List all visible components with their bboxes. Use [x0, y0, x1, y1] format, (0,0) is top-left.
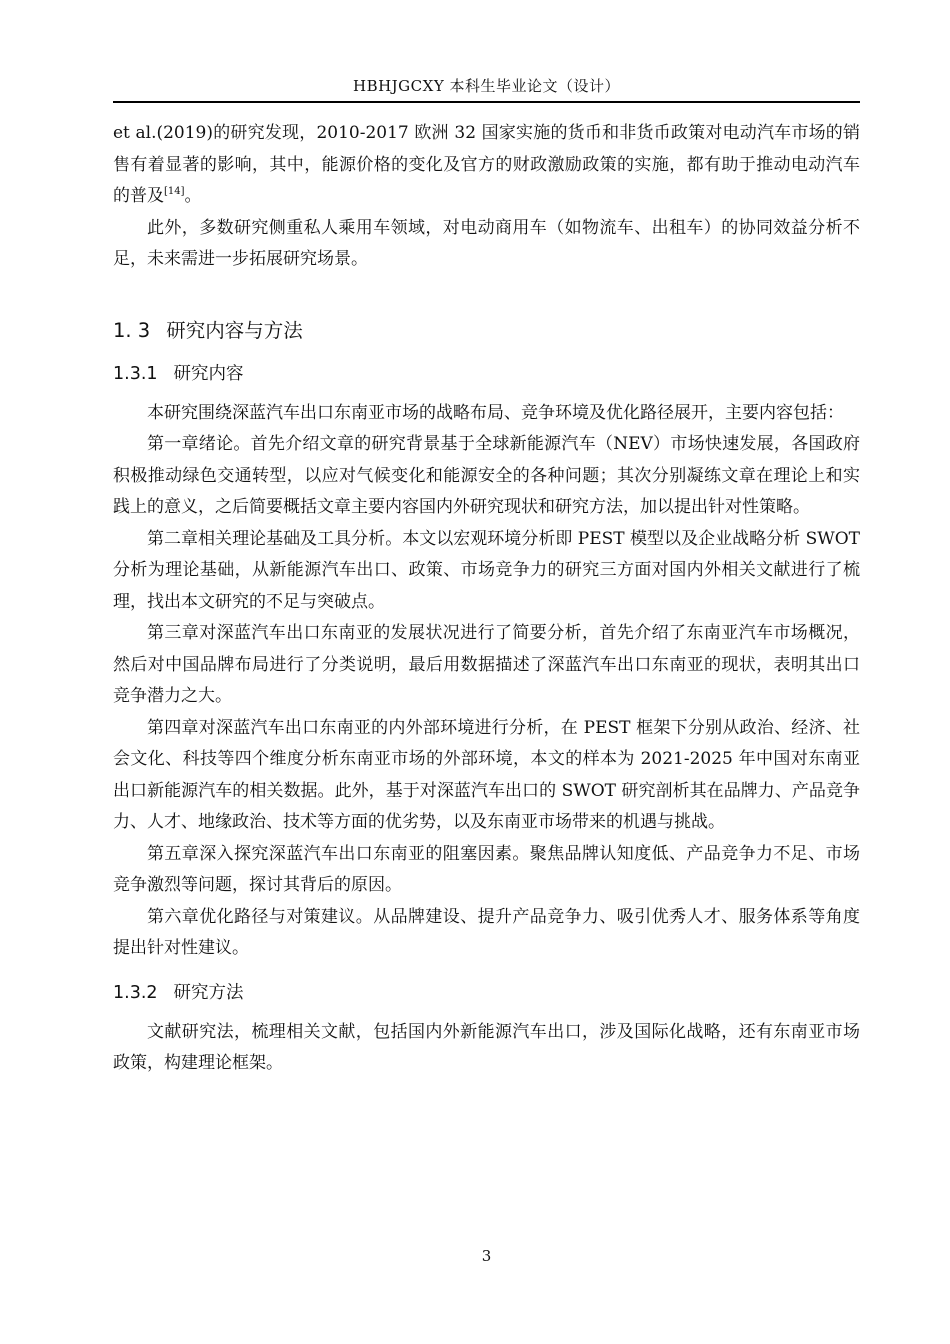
paragraph: 此外，多数研究侧重私人乘用车领域，对电动商用车（如物流车、出租车）的协同效益分析不足，未来需进一步拓展研究场景。 [113, 217, 860, 269]
paragraph-text: et al.(2019)的研究发现，2010-2017 欧洲 32 国家实施的货币和非货币政策对电动汽车市场的销售有着显著的影响，其中，能源价格的变化及官方的财政激励政策的实施，都有助于推动电动汽车的普及 [113, 123, 860, 206]
citation-reference: [14] [164, 186, 185, 197]
paragraph-methods: 文献研究法，梳理相关文献，包括国内外新能源汽车出口，涉及国际化战略，还有东南亚市场政策，构建理论框架。 [113, 1021, 860, 1073]
paragraph-chapter-5: 第五章深入探究深蓝汽车出口东南亚的阻塞因素。聚焦品牌认知度低、产品竞争力不足、市场竞争激烈等问题，探讨其背后的原因。 [113, 843, 860, 895]
section-title: 研究内容与方法 [166, 318, 303, 342]
paragraph-chapter-4: 第四章对深蓝汽车出口东南亚的内外部环境进行分析，在 PEST 框架下分别从政治、经济、社会文化、科技等四个维度分析东南亚市场的外部环境，本文的样本为 2021-2025 年中国对东南亚出口新能源汽车的相关数据。此外，基于对深蓝汽车出口的 SWOT 研究剖析其在品牌力、产品竞争力、人才、地缘政治、技术等方面的优劣势，以及东南亚市场带来的机遇与挑战。 [113, 717, 860, 832]
paragraph-end-punct: 。 [184, 186, 202, 206]
subsection-heading-1-3-2 [113, 981, 860, 1005]
paragraph-chapter-1: 第一章绪论。首先介绍文章的研究背景基于全球新能源汽车（NEV）市场快速发展，各国政府积极推动绿色交通转型，以应对气候变化和能源安全的各种问题；其次分别凝练文章在理论上和实践上的意义，之后简要概括文章主要内容国内外研究现状和研究方法，加以提出针对性策略。 [113, 434, 860, 517]
subsection-number: 1.3.2 [113, 982, 158, 1003]
paragraph-chapter-2: 第二章相关理论基础及工具分析。本文以宏观环境分析即 PEST 模型以及企业战略分析 SWOT 分析为理论基础，从新能源汽车出口、政策、市场竞争力的研究三方面对国内外相关文献进行了梳理，找出本文研究的不足与突破点。 [113, 528, 860, 612]
header-divider [113, 101, 860, 103]
page-body [113, 118, 860, 1080]
subsection-number: 1.3.1 [113, 363, 158, 384]
subsection-heading-1-3-1 [113, 362, 860, 386]
running-header: HBHJGCXY 本科生毕业论文（设计） [352, 77, 620, 95]
paragraph-chapter-6: 第六章优化路径与对策建议。从品牌建设、提升产品竞争力、吸引优秀人才、服务体系等角度提出针对性建议。 [113, 906, 860, 958]
section-heading-1-3 [113, 318, 860, 344]
paragraph-continued [113, 118, 860, 213]
paragraph-chapter-3: 第三章对深蓝汽车出口东南亚的发展状况进行了简要分析，首先介绍了东南亚汽车市场概况，然后对中国品牌布局进行了分类说明，最后用数据描述了深蓝汽车出口东南亚的现状，表明其出口竞争潜力之大。 [113, 623, 860, 706]
subsection-title: 研究方法 [173, 982, 244, 1003]
section-number: 1. 3 [113, 318, 151, 342]
subsection-title: 研究内容 [173, 363, 244, 384]
page-number: 3 [481, 1247, 492, 1265]
paragraph: 本研究围绕深蓝汽车出口东南亚市场的战略布局、竞争环境及优化路径展开，主要内容包括： [147, 402, 844, 423]
